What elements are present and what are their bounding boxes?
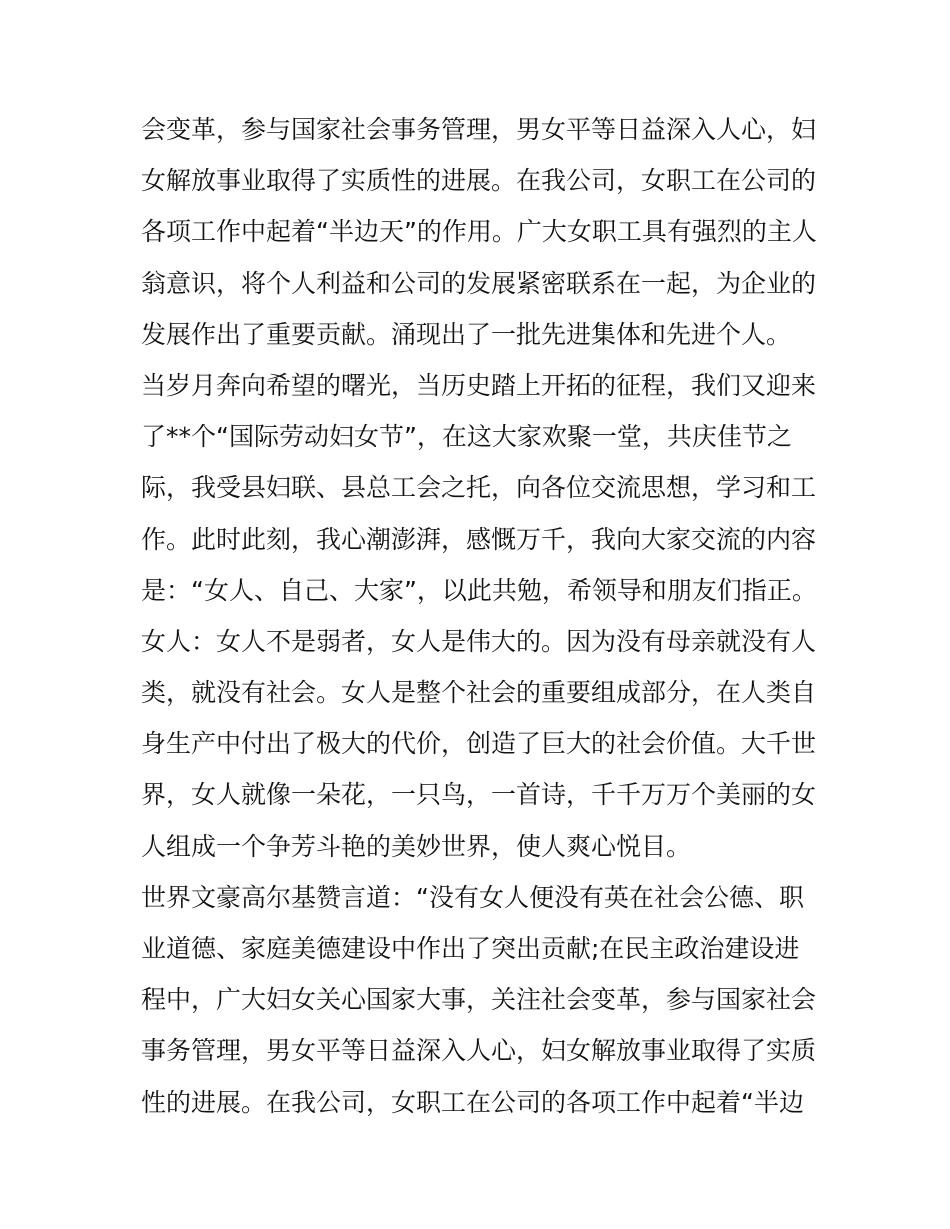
text-line: 女人：女人不是弱者，女人是伟大的。因为没有母亲就没有人 xyxy=(141,626,817,656)
text-line: 程中，广大妇女关心国家大事，关注社会变革，参与国家社会 xyxy=(141,985,817,1015)
text-line: 类，就没有社会。女人是整个社会的重要组成部分，在人类自 xyxy=(141,678,817,708)
text-line: 会变革，参与国家社会事务管理，男女平等日益深入人心，妇 xyxy=(141,115,817,144)
text-line: 身生产中付出了极大的代价，创造了巨大的社会价值。大千世 xyxy=(141,729,817,759)
text-line: 翁意识，将个人利益和公司的发展紧密联系在一起，为企业的 xyxy=(141,268,817,298)
body-text xyxy=(141,104,841,1128)
text-line: 女解放事业取得了实质性的进展。在我公司，女职工在公司的 xyxy=(141,166,817,196)
text-line: 世界文豪高尔基赞言道：“没有女人便没有英在社会公德、职 xyxy=(141,882,804,912)
text-line: 人组成一个争芳斗艳的美妙世界，使人爽心悦目。 xyxy=(141,831,692,861)
text-line: 发展作出了重要贡献。涌现出了一批先进集体和先进个人。 xyxy=(141,319,792,349)
text-line: 界，女人就像一朵花，一只鸟，一首诗，千千万万个美丽的女 xyxy=(141,780,817,810)
text-line: 各项工作中起着“半边天”的作用。广大女职工具有强烈的主人 xyxy=(141,217,817,247)
text-line: 是：“女人、自己、大家”，以此共勉，希领导和朋友们指正。 xyxy=(141,575,817,605)
text-line: 事务管理，男女平等日益深入人心，妇女解放事业取得了实质 xyxy=(141,1036,817,1066)
text-line: 性的进展。在我公司，女职工在公司的各项工作中起着“半边 xyxy=(141,1087,804,1117)
text-line: 业道德、家庭美德建设中作出了突出贡献;在民主政治建设进 xyxy=(141,934,800,963)
text-line: 当岁月奔向希望的曙光，当历史踏上开拓的征程，我们又迎来 xyxy=(141,370,817,400)
text-line: 了**个“国际劳动妇女节”，在这大家欢聚一堂，共庆佳节之 xyxy=(141,422,792,452)
text-line: 际，我受县妇联、县总工会之托，向各位交流思想，学习和工 xyxy=(141,473,817,503)
text-line: 作。此时此刻，我心潮澎湃，感慨万千，我向大家交流的内容 xyxy=(141,524,817,554)
